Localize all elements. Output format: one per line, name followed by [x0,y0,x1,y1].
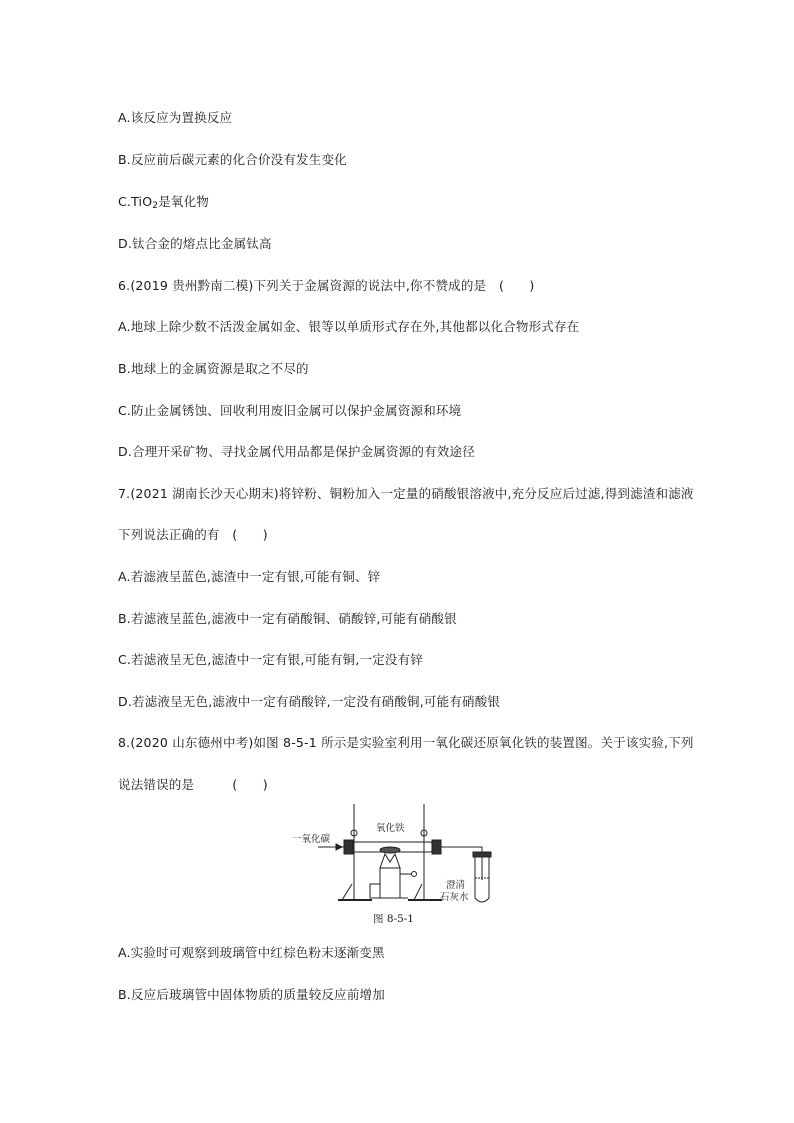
q5-option-c [118,194,209,210]
q8-stem-line2: 说法错误的是 ( ) [118,777,268,792]
q5-option-b: B.反应前后碳元素的化合价没有发生变化 [118,152,347,167]
q7-stem-line2: 下列说法正确的有 ( ) [118,527,268,542]
q6-option-a: A.地球上除少数不活泼金属如金、银等以单质形式存在外,其他都以化合物形式存在 [118,319,580,334]
q5-option-a: A.该反应为置换反应 [118,110,233,125]
q7-option-d: D.若滤液呈无色,滤液中一定有硝酸锌,一定没有硝酸铜,可能有硝酸银 [118,694,501,709]
q8-option-b: B.反应后玻璃管中固体物质的质量较反应前增加 [118,987,385,1002]
q5-option-c-prefix: C.TiO [118,194,153,209]
q5-option-c-subscript: 2 [152,201,159,211]
q8-stem-line1: 8.(2020 山东德州中考)如图 8-5-1 所示是实验室利用一氧化碳还原氧化铁的装置图。关于该实验,下列 [118,735,694,750]
q6-stem: 6.(2019 贵州黔南二模)下列关于金属资源的说法中,你不赞成的是 ( ) [118,278,535,293]
q7-option-c: C.若滤液呈无色,滤渣中一定有银,可能有铜,一定没有锌 [118,652,424,667]
q6-option-b: B.地球上的金属资源是取之不尽的 [118,361,309,376]
q8-option-a: A.实验时可观察到玻璃管中红棕色粉末逐渐变黑 [118,945,385,960]
label-iron-oxide: 氧化铁 [376,823,405,834]
label-clear: 澄清 [446,880,466,891]
figure-caption: 图 8-5-1 [373,913,414,925]
label-carbon-monoxide: 一氧化碳 [292,834,331,845]
q6-option-d: D.合理开采矿物、寻找金属代用品都是保护金属资源的有效途径 [118,444,475,459]
q7-option-a: A.若滤液呈蓝色,滤渣中一定有银,可能有铜、锌 [118,569,381,584]
q7-stem-line1: 7.(2021 湖南长沙天心期末)将锌粉、铜粉加入一定量的硝酸银溶液中,充分反应后过滤,得到滤渣和滤液 [118,486,694,501]
label-limewater: 石灰水 [440,892,469,903]
q5-option-d: D.钛合金的熔点比金属钛高 [118,236,272,251]
co-reduction-apparatus-figure [292,800,504,910]
q7-option-b: B.若滤液呈蓝色,滤液中一定有硝酸铜、硝酸锌,可能有硝酸银 [118,611,457,626]
q6-option-c: C.防止金属锈蚀、回收利用废旧金属可以保护金属资源和环境 [118,403,462,418]
q5-option-c-suffix: 是氧化物 [158,194,210,209]
